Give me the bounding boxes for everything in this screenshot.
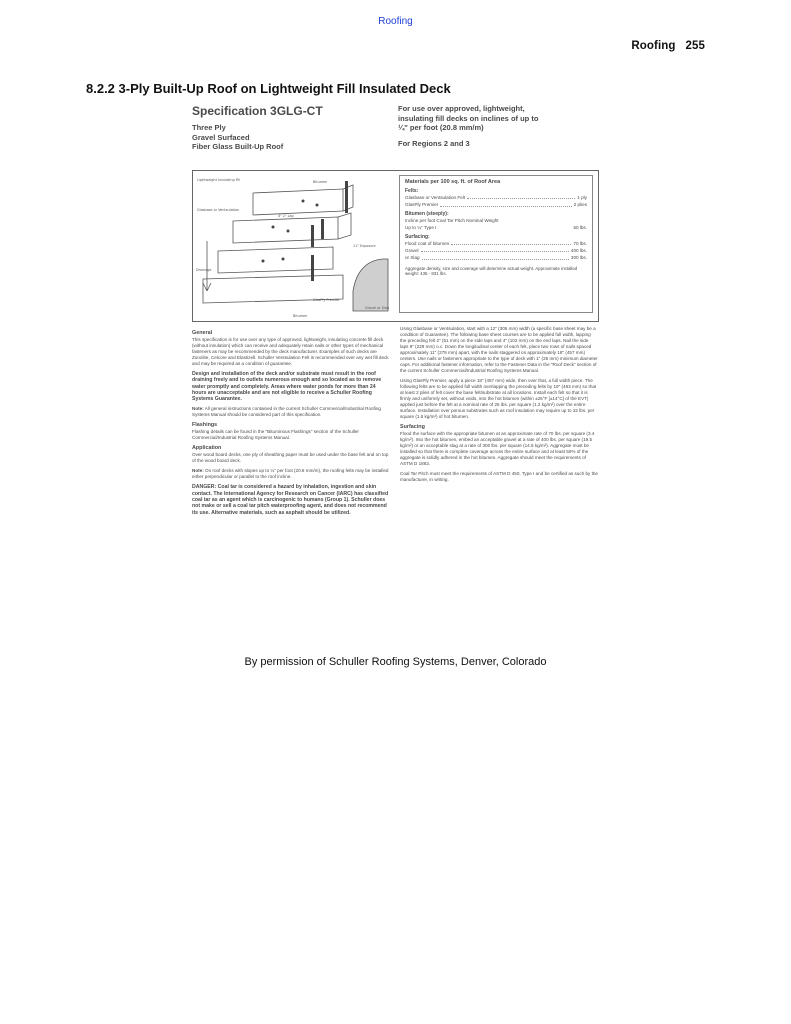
materials-qty: 50 lbs. [573, 225, 587, 231]
materials-item: Gravel [405, 248, 419, 254]
spec-subtitle-line: Fiber Glass Built-Up Roof [192, 142, 284, 151]
materials-qty: 400 lbs. [570, 248, 587, 254]
general-text: This specification is for use over any type of approved, lightweight, insulating concrete fill deck (without insulation) which can receive and adequately retain nails or other types of mechanical fasteners as may be recommended by the deck manufacturer. Examples of such decks are Zonolite, Celcore and Elastizell. Schuller Ventsulation Felt is recommended over any wet fill deck and may be required as a condition of guarantee. [192, 337, 389, 366]
roof-layer-diagram [193, 171, 393, 321]
spec-use-line: For use over approved, lightweight, [398, 104, 525, 113]
materials-qty: 300 lbs. [570, 255, 587, 261]
materials-row [405, 217, 587, 224]
materials-group-bitumen: Bitumen (steeply): [405, 210, 449, 217]
spec-subtitle-line: Three Ply [192, 123, 226, 132]
figure-caption: By permission of Schuller Roofing Systems, Denver, Colorado [244, 656, 547, 668]
running-header [631, 40, 705, 52]
materials-item: GlasPly Premier [405, 202, 439, 208]
label-exposure: 11" Exposure [353, 244, 376, 248]
general-heading: General [192, 330, 213, 336]
spec-subtitle [192, 123, 392, 152]
roofing-link[interactable]: Roofing [378, 16, 413, 27]
label-lap: 4" 2" Lap [278, 214, 294, 218]
base-felt-paragraph: Using Glasbase or Ventsulation, start with a 12" (305 mm) width (a specific base sheet may be a condition of Guarantee). The following base sheet courses are to be applied full width, lapping the preceding felt 2" (51 mm) on the side laps and 4" (102 mm) on the end laps. Nail the side laps 9" (229 mm) o.c. Down the longitudinal center of each felt, place two rows of nails spaced approximately 11" (279 mm) apart, with the nails staggered on approximately 18" (457 mm) centers. Use nails or fasteners appropriate to the type of deck with 1" (25 mm) minimum diameter caps. For additional fastener information, refer to the Fastener Data in the "Roof Deck" section of the current Schuller Commercial/Industrial Roofing Systems Manual. [400, 326, 598, 373]
running-title: Roofing [631, 40, 676, 52]
label-lightweight-fill: Lightweight Insulating Fill [197, 178, 241, 182]
materials-row [405, 254, 587, 261]
note-1 [192, 406, 390, 418]
danger-text: DANGER: Coal tar is considered a hazard by inhalation, ingestion and skin contact. The International Agency for Research on Cancer (IARC) has classified coal tar as an agent which is carcinogenic to humans (Group 1). Schuller does not make or sell a coal tar pitch waterproofing agent, and does not recommend its use. Alternative materials, such as asphalt should be utilized. [192, 484, 389, 516]
materials-row [405, 194, 587, 201]
flashings-heading: Flashings [192, 422, 218, 429]
materials-row [405, 247, 587, 254]
materials-title: Materials per 100 sq. ft. of Roof Area [405, 179, 501, 185]
materials-item: or Slag [405, 255, 420, 261]
figure-box [192, 170, 599, 322]
spec-sheet-scan [190, 104, 608, 640]
right-column [400, 326, 598, 487]
spec-title: Specification 3GLG-CT [192, 104, 323, 118]
materials-item: Up to ¼" Type I [405, 225, 437, 231]
flashings-text: Flashing details can be found in the "Bituminous Flashings" section of the Schuller Commercial/Industrial Roofing Systems Manual. [192, 429, 359, 441]
materials-item: Glasbase or Ventsulation Felt [405, 195, 466, 200]
spec-use-block [398, 104, 606, 148]
label-glasply: GlasPly Premier [313, 298, 340, 302]
page-number: 255 [685, 40, 705, 52]
materials-row [405, 240, 587, 247]
glasply-paragraph: Using GlasPly Premier, apply a piece 18" (457 mm) wide, then over that, a full width piece. The following felts are to be applied full width overlapping the preceding felts by 19" (483 mm) so that at least 2 plies of felt cover the base felt/substrate at all locations. Install each felt so that it is firmly and uniformly set, without voids, into the hot bitumen (within ±25°F [±14°C] of the EVT) applied just before the felt at a nominal rate of 25 lbs. per square (1.2 kg/m²) over the entire surface. Installation over porous substrates such as roof insulation may require up to 32 lbs. per square (1.6 kg/m²) of hot bitumen. [400, 378, 597, 419]
spec-use-text [398, 104, 606, 133]
note-1-text: All general instructions contained in the current Schuller Commercial/Industrial Roofing Systems Manual should be considered part of this specification. [192, 406, 381, 418]
label-glasbase: Glasbase or Ventsulation [197, 208, 240, 212]
spec-regions: For Regions 2 and 3 [398, 138, 470, 148]
materials-note: Aggregate density, size and coverage will determine actual weight. Approximate installed weight: 436 - 831 lbs. [405, 265, 578, 277]
label-drainage: Drainage [196, 268, 212, 272]
materials-row [405, 201, 587, 208]
note-1-label: Note: [192, 406, 204, 412]
spec-use-line: ¼" per foot (20.8 mm/m) [398, 123, 484, 132]
materials-qty: 2 plies [573, 202, 587, 208]
application-heading: Application [192, 445, 222, 452]
surfacing-heading: Surfacing [400, 424, 425, 430]
left-column [192, 326, 390, 520]
label-bitumen-top: Bitumen [313, 180, 328, 184]
note-2-text: On roof decks with slopes up to ¼" per foot (20.8 mm/m), the roofing felts may be installed either perpendicular or parallel to the roof incline. [192, 468, 389, 480]
materials-group-surfacing: Surfacing: [405, 233, 430, 240]
materials-item: Flood coat of bitumen [405, 240, 450, 246]
note-2 [192, 468, 390, 480]
section-title: 8.2.2 3-Ply Built-Up Roof on Lightweight Fill Insulated Deck [86, 81, 451, 96]
note-2-label: Note: [192, 468, 204, 474]
label-gravel: Gravel or Slag [365, 306, 390, 310]
materials-item: Incline per foot Coal Tar Pitch Nominal Weight [405, 217, 499, 223]
materials-qty: 1 ply [577, 195, 587, 200]
spec-use-line: insulating fill decks on inclines of up to [398, 113, 539, 123]
application-text: Over wood board decks, one ply of sheathing paper must be used under the base felt and on top of the wood board deck. [192, 452, 389, 464]
materials-row [405, 224, 587, 231]
materials-group-felts: Felts: [405, 188, 419, 194]
materials-qty: 70 lbs. [573, 240, 587, 246]
surfacing-paragraph: Flood the surface with the appropriate bitumen at an approximate rate of 70 lbs. per square (3.4 kg/m²). Into the hot bitumen, embed an acceptable gravel at a rate of 400 lbs. per square (19.5 kg/m²) or an acceptable slag at a rate of 300 lbs. per square (14.6 kg/m²). Aggregate must be installed so that there is complete coverage across the entire surface and at least 50% of the aggregate is solidly adhered in the hot bitumen. Aggregate should meet the requirements of ASTM D 1863. [400, 431, 595, 466]
spec-heading-block [192, 104, 392, 152]
spec-subtitle-line: Gravel Surfaced [192, 132, 250, 142]
label-bitumen-bottom: Bitumen [293, 314, 308, 318]
materials-table [399, 175, 593, 313]
coal-tar-paragraph: Coal Tar Pitch must meet the requirements of ASTM D 450, Type I and be certified as such by the manufacturer, in writing. [400, 471, 598, 482]
design-text: Design and installation of the deck and/or substrate must result in the roof draining freely and to outlets numerous enough and so located as to remove water promptly and completely. Areas where water ponds for more than 24 hours are unacceptable and are not eligible to receive a Schuller Roofing Systems Guarantee. [192, 371, 382, 403]
